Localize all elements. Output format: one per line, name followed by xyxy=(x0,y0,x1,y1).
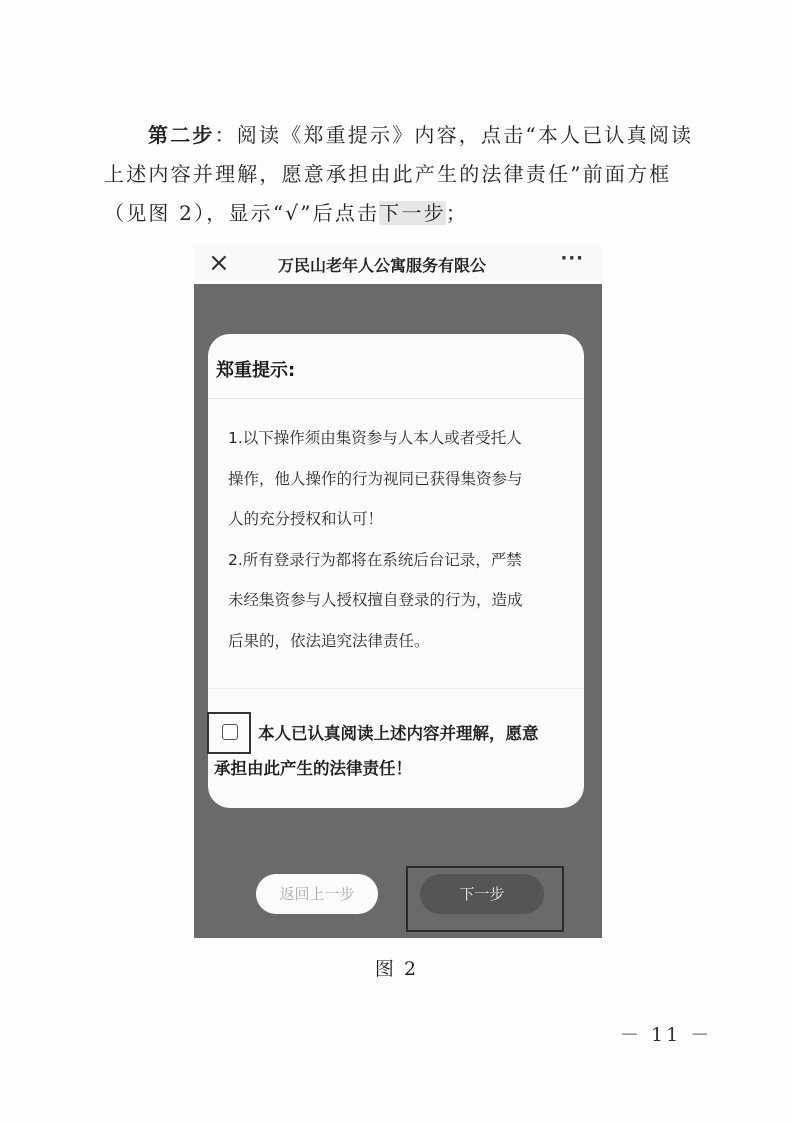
body-line: 人的充分授权和认可！ xyxy=(228,510,384,528)
next-button[interactable]: 下一步 xyxy=(420,874,544,914)
body-line: 2.所有登录行为都将在系统后台记录，严禁 xyxy=(228,550,522,569)
agree-statement[interactable] xyxy=(214,716,580,786)
page-number: － 11 － xyxy=(620,1024,713,1046)
divider xyxy=(208,688,584,689)
dialog-title: 郑重提示: xyxy=(216,360,296,381)
dialog-body xyxy=(228,418,568,661)
paragraph-line-1-text: ：阅读《郑重提示》内容，点击“本人已认真阅读 xyxy=(214,123,694,147)
agree-line: 本人已认真阅读上述内容并理解，愿意 xyxy=(258,724,539,743)
body-line: 1.以下操作须由集资参与人本人或者受托人 xyxy=(228,429,522,447)
paragraph-line-3-text: （见图 2），显示“√”后点击 xyxy=(104,201,380,225)
paragraph-line-3 xyxy=(104,194,694,233)
paragraph-line-1 xyxy=(104,116,694,155)
paragraph-line-2: 上述内容并理解，愿意承担由此产生的法律责任”前面方框 xyxy=(104,162,672,186)
app-title: 万民山老年人公寓服务有限公 xyxy=(278,256,487,275)
agree-line: 承担由此产生的法律责任！ xyxy=(214,759,412,778)
back-button[interactable]: 返回上一步 xyxy=(256,874,378,914)
step-label: 第二步 xyxy=(148,123,215,147)
figure-caption: 图 2 xyxy=(374,958,419,980)
phone-screenshot xyxy=(194,244,602,938)
next-step-highlight: 下一步 xyxy=(379,201,446,225)
body-line: 操作，他人操作的行为视同已获得集资参与 xyxy=(228,469,523,488)
checkbox-highlight-frame xyxy=(207,712,251,754)
body-line: 未经集资参与人授权擅自登录的行为，造成 xyxy=(228,591,523,609)
paragraph-line-3-end: ； xyxy=(445,201,469,225)
divider xyxy=(208,398,584,399)
more-icon[interactable]: ··· xyxy=(560,248,584,269)
notice-dialog xyxy=(208,334,584,808)
app-top-bar xyxy=(194,244,602,284)
body-line: 后果的，依法追究法律责任。 xyxy=(228,631,430,650)
next-button-highlight-frame xyxy=(406,866,564,932)
instruction-paragraph xyxy=(104,116,694,233)
close-icon[interactable]: × xyxy=(208,248,230,278)
